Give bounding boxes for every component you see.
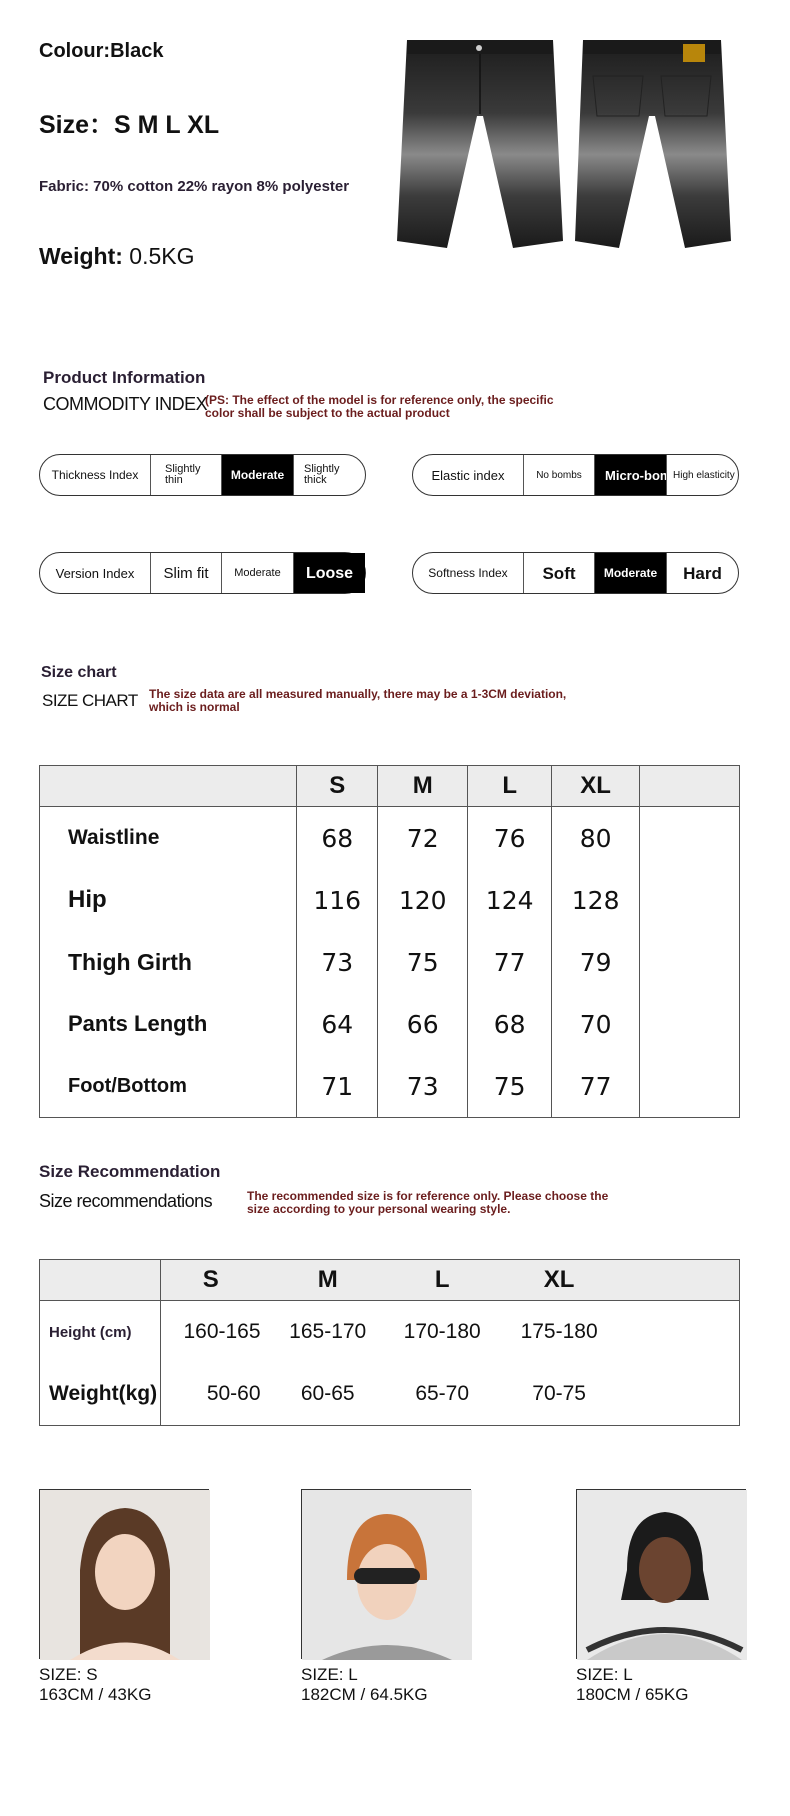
- version-index: [39, 552, 366, 594]
- model-card: [576, 1489, 746, 1705]
- size-label: Size：S M L XL: [39, 111, 220, 139]
- recommendation-cell: 60-65: [300, 1382, 355, 1405]
- thickness-option-slightly-thick[interactable]: Slightly thick: [293, 455, 365, 495]
- version-option-moderate[interactable]: Moderate: [221, 553, 293, 593]
- size-chart-row-label: Thigh Girth: [68, 948, 192, 975]
- size-chart-col-empty: [640, 766, 740, 807]
- recommendation-cell: 65-70: [415, 1382, 470, 1405]
- size-chart-table: [39, 765, 740, 1118]
- size-recommendation-title: Size Recommendation: [39, 1162, 221, 1181]
- size-chart-cell: 76: [468, 807, 552, 870]
- size-recommendation-table: [39, 1259, 740, 1426]
- size-chart-cell: 73: [378, 1055, 468, 1118]
- version-option-slim-fit[interactable]: Slim fit: [150, 553, 221, 593]
- softness-index-label: Softness Index: [428, 565, 508, 580]
- model-card: [39, 1489, 209, 1705]
- size-chart-cell: 72: [378, 807, 468, 870]
- weight-label: [39, 243, 195, 270]
- weight-value: 0.5KG: [122, 243, 195, 269]
- table-row: [40, 1301, 740, 1364]
- size-chart-row-label: Pants Length: [68, 1011, 208, 1036]
- size-chart-cell: 80: [551, 807, 639, 870]
- size-recommendation-note: The recommended size is for reference only. Please choose the size according to your personal wearing style.: [247, 1189, 609, 1216]
- elastic-option-high-elasticity[interactable]: High elasticity: [666, 455, 738, 495]
- size-chart-header-row: [40, 766, 740, 807]
- size-chart-col: S: [297, 766, 378, 807]
- thickness-option-slightly-thin[interactable]: Slightly thin: [150, 455, 221, 495]
- size-chart-cell: 124: [468, 869, 552, 931]
- size-chart-cell: 116: [297, 869, 378, 931]
- colour-label: Colour:Black: [39, 40, 164, 62]
- fabric-label: Fabric: 70% cotton 22% rayon 8% polyester: [39, 178, 350, 195]
- elastic-option-micro-bomb[interactable]: Micro-bomb: [594, 455, 666, 495]
- size-chart-cell-empty: [640, 931, 740, 993]
- size-recommendation-subtitle: Size recommendations: [39, 1191, 213, 1211]
- size-chart-cell-empty: [640, 869, 740, 931]
- size-chart-corner: [40, 766, 297, 807]
- recommendation-corner: [40, 1260, 161, 1301]
- size-chart-cell: 73: [297, 931, 378, 993]
- size-chart-subtitle: SIZE CHART: [42, 691, 138, 710]
- table-row: [40, 1363, 740, 1426]
- size-chart-cell: 70: [551, 993, 639, 1055]
- recommendation-cell: 165-170: [289, 1320, 367, 1343]
- size-chart-cell: 68: [297, 807, 378, 870]
- recommendation-cell: 170-180: [403, 1320, 481, 1343]
- softness-option-hard[interactable]: Hard: [666, 553, 738, 593]
- thickness-option-moderate[interactable]: Moderate: [221, 455, 293, 495]
- recommendation-cell: 175-180: [520, 1320, 598, 1343]
- recommendation-col: S: [160, 1260, 260, 1301]
- version-index-label: Version Index: [55, 565, 135, 581]
- model-card: [301, 1489, 471, 1705]
- model-stats: 180CM / 65KG: [576, 1685, 689, 1704]
- recommendation-row-label: Height (cm): [40, 1301, 161, 1364]
- recommendation-cell-empty: [629, 1363, 740, 1426]
- size-chart-col: M: [378, 766, 468, 807]
- model-stats: 182CM / 64.5KG: [301, 1685, 428, 1704]
- recommendation-col: M: [261, 1260, 395, 1301]
- table-row: [40, 869, 740, 931]
- model-portrait-image: [40, 1490, 210, 1660]
- softness-index: [412, 552, 739, 594]
- table-row: [40, 1055, 740, 1118]
- elastic-index-label: Elastic index: [431, 467, 505, 483]
- size-chart-col: XL: [551, 766, 639, 807]
- version-option-loose[interactable]: Loose: [293, 553, 365, 593]
- recommendation-col: L: [395, 1260, 490, 1301]
- size-chart-cell: 120: [378, 869, 468, 931]
- size-chart-cell: 79: [551, 931, 639, 993]
- size-chart-row-label: Waistline: [68, 826, 160, 849]
- recommendation-header-row: [40, 1260, 740, 1301]
- size-chart-cell: 64: [297, 993, 378, 1055]
- size-chart-cell-empty: [640, 807, 740, 870]
- size-chart-row-label: Foot/Bottom: [68, 1074, 187, 1097]
- commodity-index-note: (PS: The effect of the model is for reference only, the specific color shall be subject to the actual product: [205, 393, 554, 420]
- recommendation-cell: 70-75: [532, 1382, 586, 1405]
- size-chart-note: The size data are all measured manually, there may be a 1-3CM deviation, which is normal: [149, 687, 567, 714]
- size-chart-title: Size chart: [41, 664, 117, 681]
- recommendation-cell: 50-60: [206, 1382, 261, 1405]
- model-size: SIZE: S: [39, 1665, 98, 1684]
- table-row: [40, 931, 740, 993]
- recommendation-cell-empty: [629, 1301, 740, 1364]
- size-chart-cell: 128: [551, 869, 639, 931]
- table-row: [40, 993, 740, 1055]
- elastic-index: [412, 454, 739, 496]
- shorts-front-image: [395, 36, 565, 252]
- size-chart-cell: 77: [468, 931, 552, 993]
- size-chart-row-label: Hip: [68, 886, 107, 913]
- product-info-title: Product Information: [43, 368, 206, 387]
- size-chart-cell: 75: [468, 1055, 552, 1118]
- thickness-index: [39, 454, 366, 496]
- size-chart-cell: 75: [378, 931, 468, 993]
- recommendation-col: XL: [489, 1260, 628, 1301]
- size-chart-cell-empty: [640, 1055, 740, 1118]
- softness-option-moderate[interactable]: Moderate: [594, 553, 666, 593]
- elastic-option-no-bombs[interactable]: No bombs: [523, 455, 594, 495]
- model-stats: 163CM / 43KG: [39, 1685, 152, 1704]
- model-size: SIZE: L: [301, 1665, 358, 1684]
- size-chart-cell: 68: [468, 993, 552, 1055]
- table-row: [40, 807, 740, 870]
- thickness-index-label: Thickness Index: [51, 467, 139, 482]
- shorts-back-image: [573, 36, 733, 252]
- recommendation-cell: 160-165: [183, 1320, 261, 1343]
- size-chart-cell: 77: [551, 1055, 639, 1118]
- model-portrait-image: [302, 1490, 472, 1660]
- softness-option-soft[interactable]: Soft: [523, 553, 594, 593]
- model-photo: [301, 1489, 471, 1659]
- size-chart-col: L: [468, 766, 552, 807]
- size-chart-cell: 66: [378, 993, 468, 1055]
- recommendation-col-empty: [629, 1260, 740, 1301]
- recommendation-row-label: Weight(kg): [40, 1363, 161, 1426]
- model-size: SIZE: L: [576, 1665, 633, 1684]
- model-photo: [576, 1489, 746, 1659]
- model-portrait-image: [577, 1490, 747, 1660]
- model-photo: [39, 1489, 209, 1659]
- size-chart-cell: 71: [297, 1055, 378, 1118]
- size-chart-cell-empty: [640, 993, 740, 1055]
- weight-key: Weight:: [39, 243, 123, 269]
- commodity-index-subtitle: COMMODITY INDEX: [43, 394, 208, 414]
